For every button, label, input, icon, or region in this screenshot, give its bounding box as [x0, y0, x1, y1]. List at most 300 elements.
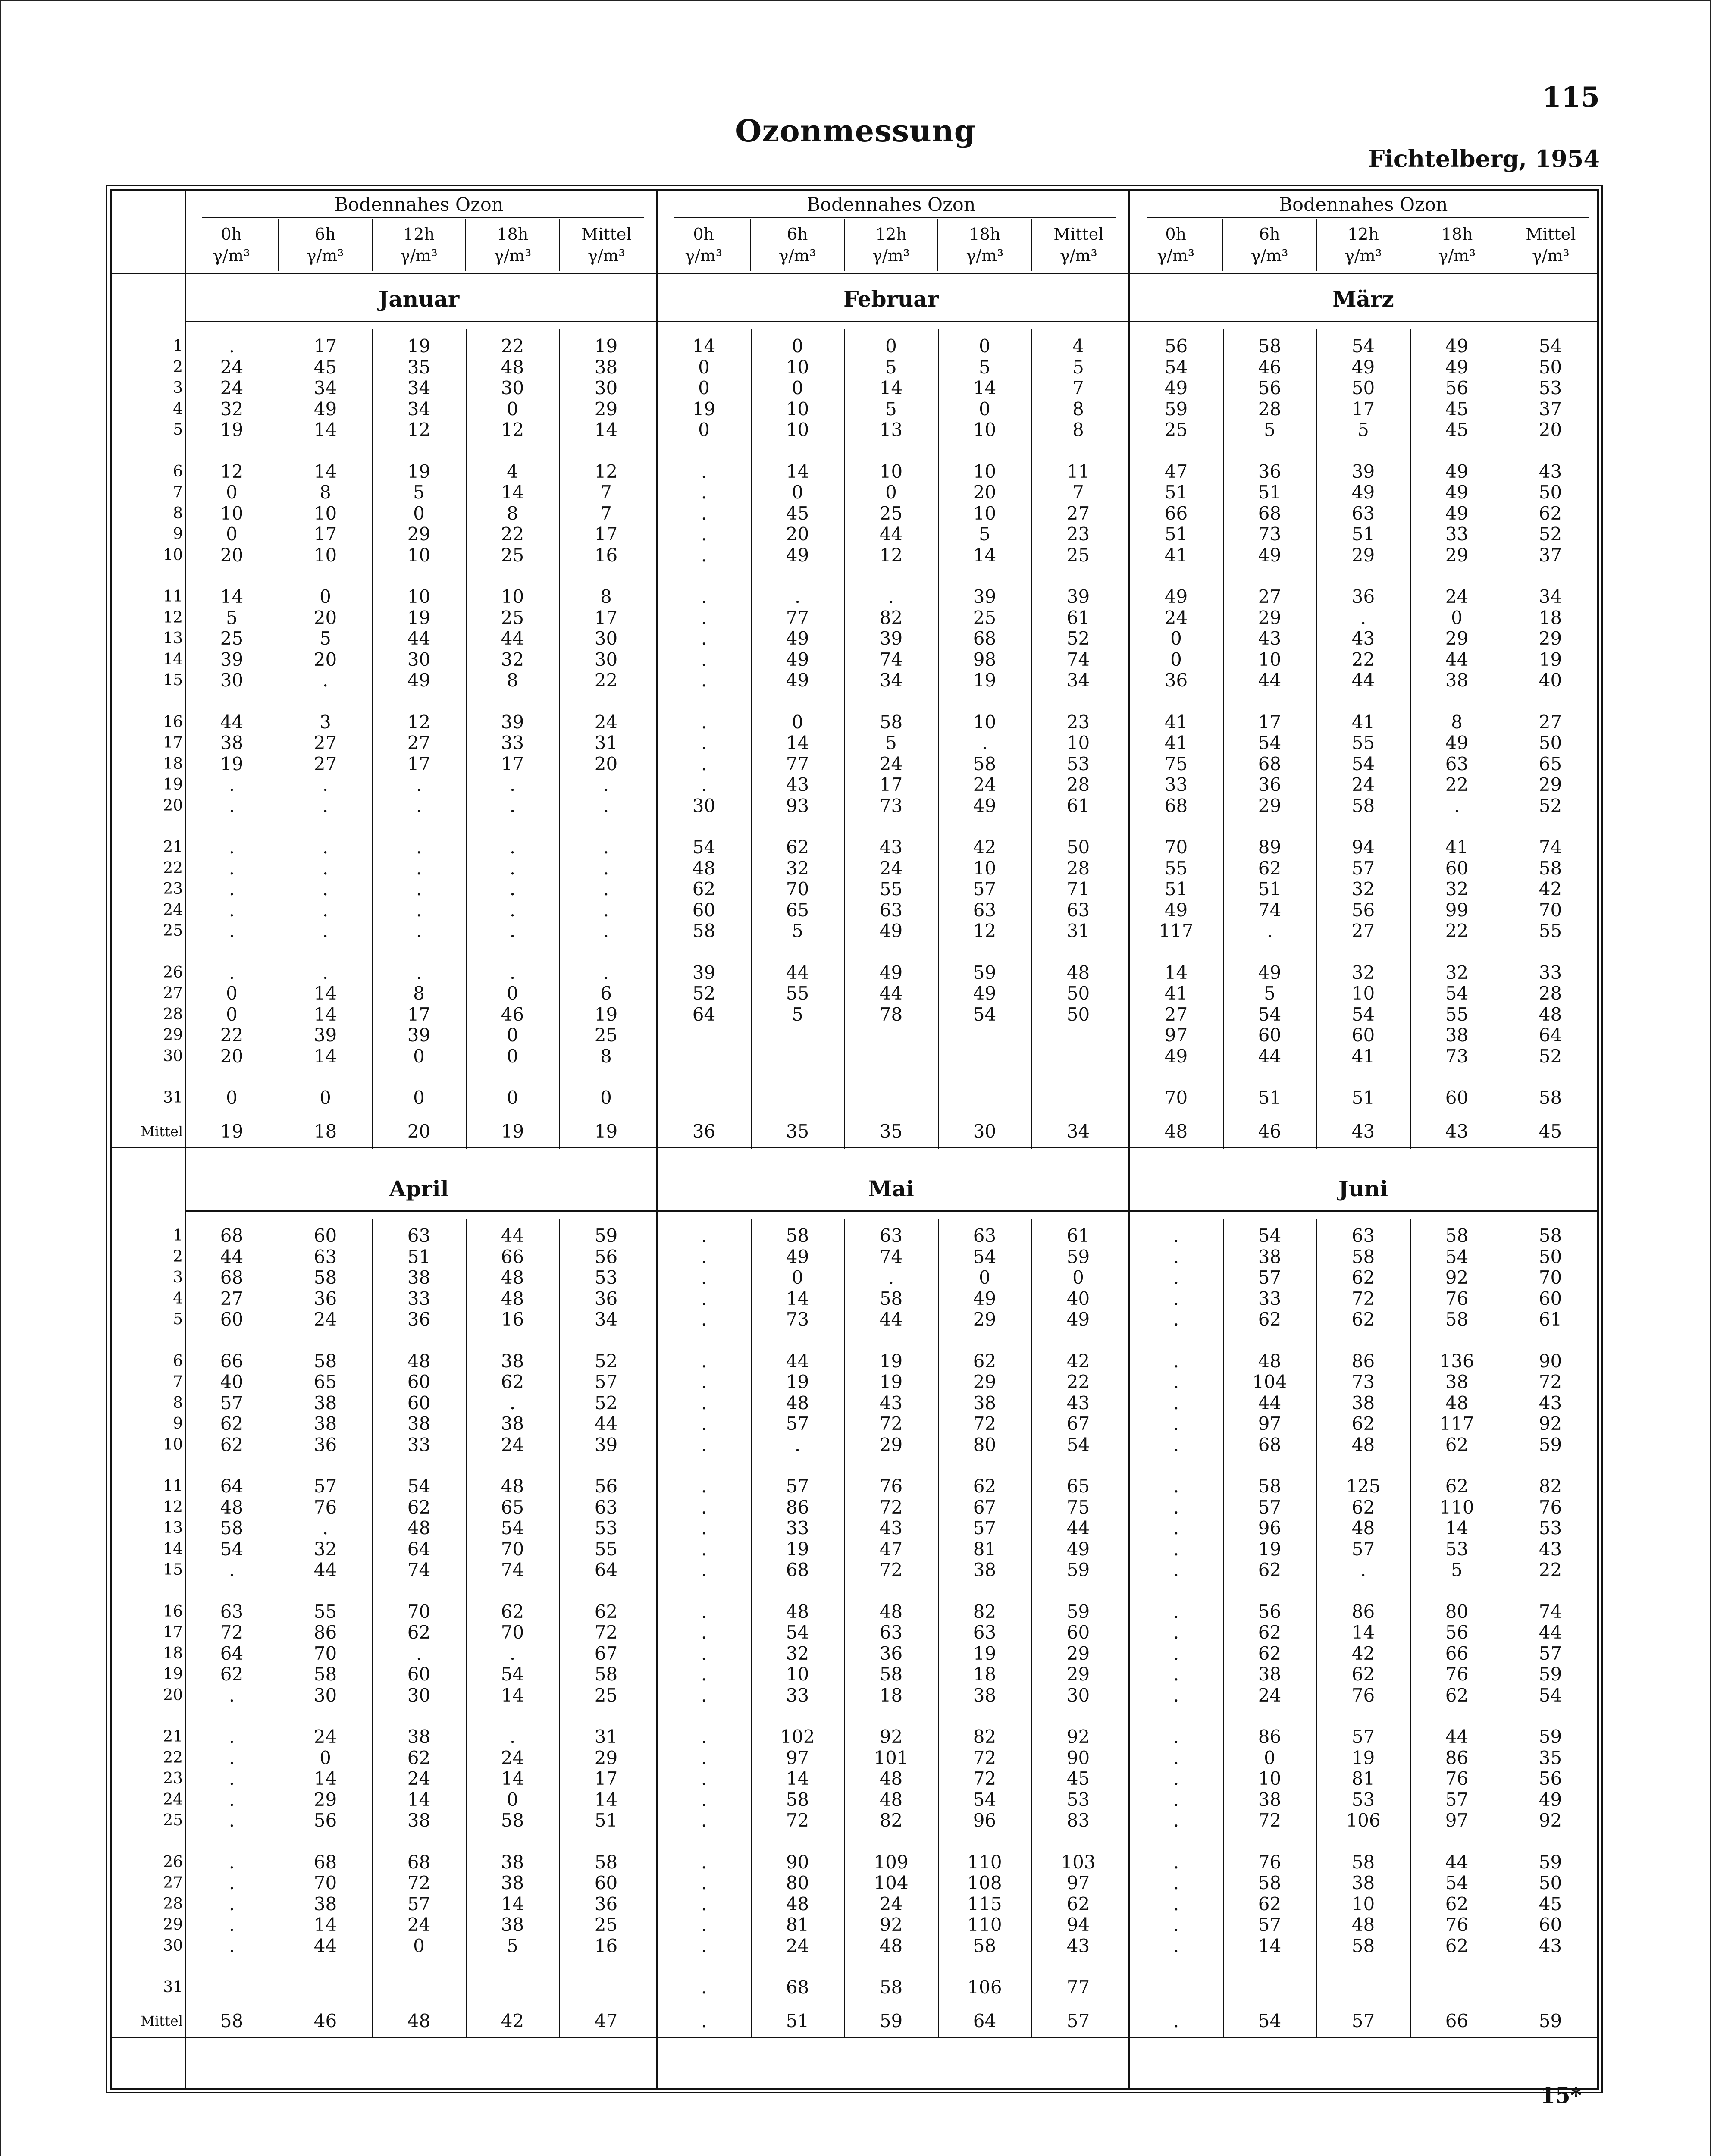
table-cell: 24 — [220, 377, 244, 398]
table-cell: 14 — [973, 544, 997, 566]
table-cell: 29 — [1539, 628, 1562, 649]
table-cell: 29 — [1066, 1642, 1090, 1664]
table-cell: 38 — [407, 1267, 431, 1288]
table-cell: 38 — [1445, 670, 1469, 691]
table-cell: 57 — [973, 1517, 997, 1539]
table-cell: 48 — [1351, 1914, 1375, 1935]
table-cell: 82 — [879, 607, 903, 628]
table-cell: 48 — [1066, 962, 1090, 983]
table-cell: 58 — [786, 1225, 809, 1246]
table-cell: . — [1173, 1246, 1179, 1267]
table-cell: 81 — [786, 1914, 809, 1935]
table-cell: 51 — [1258, 1087, 1282, 1108]
table-cell: 40 — [220, 1371, 244, 1392]
table-cell: 12 — [407, 419, 431, 440]
table-cell: 29 — [594, 1747, 618, 1768]
table-cell: 49 — [1164, 377, 1188, 398]
table-cell: 29 — [973, 1371, 997, 1392]
table-cell: 32 — [1351, 878, 1375, 899]
table-cell: 24 — [879, 1893, 903, 1915]
table-cell: 68 — [786, 1559, 809, 1580]
mean-cell: 58 — [220, 2010, 244, 2031]
table-cell: 0 — [1170, 649, 1182, 670]
table-cell: 57 — [1258, 1914, 1282, 1935]
table-cell: 62 — [1351, 1309, 1375, 1330]
table-cell: . — [701, 1642, 707, 1664]
table-cell: 52 — [1539, 1045, 1562, 1067]
table-cell: 14 — [692, 335, 716, 357]
table-cell: . — [701, 1559, 707, 1580]
table-cell: 8 — [1072, 398, 1084, 420]
column-header — [657, 219, 750, 271]
table-cell: 4 — [1072, 335, 1084, 357]
table-cell: 58 — [313, 1664, 337, 1685]
table-cell: 62 — [973, 1350, 997, 1372]
rule — [112, 2037, 1597, 2038]
table-cell: 38 — [1351, 1872, 1375, 1893]
table-cell: 35 — [1539, 1747, 1562, 1768]
table-cell: 57 — [1351, 1538, 1375, 1560]
table-cell: 0 — [320, 1087, 331, 1108]
table-cell: 62 — [1445, 1684, 1469, 1706]
table-cell: 66 — [1445, 1642, 1469, 1664]
mean-cell: 30 — [973, 1121, 997, 1142]
mean-cell: . — [701, 2010, 707, 2031]
table-cell: . — [701, 1267, 707, 1288]
table-cell: 44 — [879, 1309, 903, 1330]
table-cell: 102 — [780, 1726, 815, 1747]
table-cell: 44 — [1066, 1517, 1090, 1539]
column-time: 6h — [1259, 225, 1280, 244]
table-cell: 51 — [594, 1810, 618, 1831]
mean-cell: 19 — [594, 1121, 618, 1142]
table-cell: 49 — [1066, 1309, 1090, 1330]
table-cell: 72 — [973, 1413, 997, 1434]
column-unit: γ/m³ — [1532, 246, 1570, 265]
table-cell: 70 — [501, 1622, 524, 1643]
table-cell: 19 — [1258, 1538, 1282, 1560]
table-cell: 43 — [879, 837, 903, 858]
table-cell: . — [1173, 1747, 1179, 1768]
table-cell: . — [701, 670, 707, 691]
table-cell: 42 — [1066, 1350, 1090, 1372]
column-unit: γ/m³ — [400, 246, 438, 265]
table-cell: 14 — [313, 419, 337, 440]
table-cell: . — [229, 1914, 235, 1935]
table-cell: 58 — [1445, 1309, 1469, 1330]
table-cell: . — [322, 920, 329, 941]
table-cell: 70 — [1539, 899, 1562, 921]
column-unit: γ/m³ — [685, 246, 723, 265]
table-cell: 43 — [1539, 461, 1562, 482]
table-cell: 60 — [1539, 1914, 1562, 1935]
table-cell: 60 — [1351, 1025, 1375, 1046]
table-cell: 29 — [1066, 1664, 1090, 1685]
table-cell: 42 — [1351, 1642, 1375, 1664]
table-cell: 34 — [1066, 670, 1090, 691]
table-cell: 115 — [967, 1893, 1002, 1915]
table-cell: 45 — [1445, 419, 1469, 440]
table-cell: 20 — [313, 607, 337, 628]
table-cell: 49 — [1539, 1789, 1562, 1810]
table-cell: 8 — [320, 482, 331, 503]
mean-cell: 45 — [1539, 1121, 1562, 1142]
table-cell: 41 — [1351, 1045, 1375, 1067]
table-cell: 63 — [407, 1225, 431, 1246]
table-cell: 86 — [313, 1622, 337, 1643]
table-cell: 58 — [973, 753, 997, 774]
table-cell: 57 — [973, 878, 997, 899]
table-cell: . — [416, 774, 422, 795]
table-cell: 62 — [1445, 1476, 1469, 1497]
table-cell: 73 — [1258, 523, 1282, 545]
table-cell: . — [981, 732, 988, 753]
day-label: 7 — [173, 483, 183, 501]
table-cell: 32 — [1445, 962, 1469, 983]
table-cell: 39 — [1066, 586, 1090, 607]
table-cell: 0 — [792, 377, 803, 398]
day-label: 8 — [173, 504, 183, 522]
table-cell: 19 — [973, 670, 997, 691]
table-cell: 38 — [313, 1392, 337, 1413]
table-cell: 25 — [973, 607, 997, 628]
table-cell: 58 — [1351, 795, 1375, 816]
table-cell: 49 — [1066, 1538, 1090, 1560]
table-cell: 58 — [692, 920, 716, 941]
table-cell: . — [322, 899, 329, 921]
day-label: 21 — [163, 838, 183, 856]
day-label: 29 — [163, 1916, 183, 1934]
table-cell: 59 — [1539, 1726, 1562, 1747]
table-cell: 62 — [220, 1434, 244, 1455]
table-cell: 55 — [594, 1538, 618, 1560]
table-cell: 61 — [1066, 795, 1090, 816]
table-cell: . — [509, 795, 516, 816]
table-cell: 30 — [313, 1684, 337, 1706]
table-cell: 44 — [1258, 1392, 1282, 1413]
table-cell: 68 — [220, 1267, 244, 1288]
table-cell: . — [229, 1872, 235, 1893]
table-cell: 0 — [1451, 607, 1463, 628]
table-cell: 72 — [220, 1622, 244, 1643]
table-cell: 14 — [786, 732, 809, 753]
table-cell: 14 — [786, 461, 809, 482]
table-cell: 38 — [313, 1893, 337, 1915]
table-cell: 67 — [973, 1496, 997, 1518]
table-cell: . — [701, 1413, 707, 1434]
table-cell: 48 — [786, 1392, 809, 1413]
mean-cell: 47 — [594, 2010, 618, 2031]
table-cell: 56 — [1351, 899, 1375, 921]
table-cell: 62 — [220, 1664, 244, 1685]
table-cell: 57 — [1258, 1267, 1282, 1288]
day-label: 22 — [163, 859, 183, 877]
table-cell: 63 — [879, 1622, 903, 1643]
table-cell: 117 — [1439, 1413, 1474, 1434]
table-cell: 49 — [1445, 482, 1469, 503]
table-cell: 5 — [1264, 983, 1275, 1004]
station-label: Fichtelberg, 1954 — [1368, 145, 1600, 172]
mean-cell: 66 — [1445, 2010, 1469, 2031]
day-label: 25 — [163, 1811, 183, 1829]
day-label: 24 — [163, 901, 183, 919]
table-cell: 63 — [879, 1225, 903, 1246]
table-cell: . — [1173, 1810, 1179, 1831]
table-cell: 30 — [501, 377, 524, 398]
table-cell: 8 — [600, 1045, 612, 1067]
table-cell: . — [701, 1914, 707, 1935]
table-cell: 86 — [1351, 1350, 1375, 1372]
table-cell: 24 — [973, 774, 997, 795]
table-cell: 51 — [1351, 523, 1375, 545]
table-cell: 65 — [1539, 753, 1562, 774]
table-cell: . — [701, 523, 707, 545]
table-cell: 59 — [594, 1225, 618, 1246]
table-cell: 54 — [1445, 983, 1469, 1004]
table-cell: 72 — [1351, 1288, 1375, 1309]
table-cell: 49 — [1445, 732, 1469, 753]
table-cell: . — [416, 899, 422, 921]
table-cell: 63 — [1351, 1225, 1375, 1246]
table-cell: 57 — [1351, 857, 1375, 879]
table-cell: . — [1173, 1726, 1179, 1747]
table-cell: 24 — [407, 1914, 431, 1935]
table-cell: 14 — [501, 1768, 524, 1789]
table-cell: 30 — [692, 795, 716, 816]
table-cell: . — [229, 1684, 235, 1706]
table-cell: 62 — [407, 1747, 431, 1768]
table-cell: 48 — [407, 1350, 431, 1372]
table-cell: 74 — [501, 1559, 524, 1580]
table-cell: 17 — [407, 1003, 431, 1025]
day-label: 9 — [173, 525, 183, 543]
table-cell: 44 — [501, 628, 524, 649]
table-cell: 50 — [1066, 837, 1090, 858]
table-cell: . — [322, 795, 329, 816]
table-cell: 14 — [313, 461, 337, 482]
table-cell: . — [794, 1434, 801, 1455]
table-cell: 28 — [1066, 774, 1090, 795]
table-cell: . — [701, 544, 707, 566]
table-cell: 5 — [320, 628, 331, 649]
table-cell: 97 — [786, 1747, 809, 1768]
table-cell: 36 — [1351, 586, 1375, 607]
table-cell: . — [701, 1476, 707, 1497]
table-cell: 44 — [1445, 649, 1469, 670]
mean-cell: . — [1173, 2010, 1179, 2031]
day-label: 20 — [163, 1686, 183, 1704]
table-cell: . — [509, 878, 516, 899]
table-cell: 51 — [1258, 878, 1282, 899]
table-cell: 39 — [220, 649, 244, 670]
mean-cell: 48 — [407, 2010, 431, 2031]
table-cell: 34 — [879, 670, 903, 691]
table-cell: 33 — [1164, 774, 1188, 795]
table-cell: . — [509, 1642, 516, 1664]
table-cell: 12 — [407, 711, 431, 733]
table-cell: . — [701, 607, 707, 628]
column-unit: γ/m³ — [213, 246, 251, 265]
table-cell: 20 — [220, 544, 244, 566]
table-cell: 38 — [407, 1810, 431, 1831]
table-cell: 32 — [1351, 962, 1375, 983]
table-cell: 72 — [973, 1768, 997, 1789]
table-cell: . — [1173, 1664, 1179, 1685]
column-header — [185, 219, 278, 271]
table-cell: 94 — [1066, 1914, 1090, 1935]
table-cell: 10 — [786, 356, 809, 378]
table-cell: . — [322, 837, 329, 858]
table-cell: 5 — [1357, 419, 1369, 440]
table-cell: . — [1173, 1392, 1179, 1413]
table-cell: 39 — [313, 1025, 337, 1046]
table-cell: . — [229, 878, 235, 899]
table-cell: . — [701, 586, 707, 607]
table-cell: 62 — [1258, 1642, 1282, 1664]
table-cell: . — [701, 1977, 707, 1998]
table-cell: . — [603, 920, 609, 941]
column-header — [844, 219, 937, 271]
table-cell: 54 — [1539, 1684, 1562, 1706]
table-cell: 68 — [973, 628, 997, 649]
table-cell: 48 — [1258, 1350, 1282, 1372]
table-cell: 58 — [220, 1517, 244, 1539]
table-cell: 39 — [501, 711, 524, 733]
table-cell: 63 — [973, 1622, 997, 1643]
table-cell: 99 — [1445, 899, 1469, 921]
day-label: 23 — [163, 1770, 183, 1787]
table-cell: . — [1173, 1622, 1179, 1643]
table-cell: 70 — [786, 878, 809, 899]
table-cell: 25 — [594, 1684, 618, 1706]
table-cell: 51 — [1258, 482, 1282, 503]
table-cell: . — [229, 1768, 235, 1789]
table-cell: 24 — [786, 1935, 809, 1956]
mean-cell: 57 — [1066, 2010, 1090, 2031]
table-cell: 30 — [407, 1684, 431, 1706]
column-header — [465, 219, 559, 271]
table-cell: . — [1173, 1559, 1179, 1580]
table-cell: 66 — [501, 1246, 524, 1267]
table-cell: . — [603, 837, 609, 858]
table-cell: 28 — [1066, 857, 1090, 879]
table-cell: . — [701, 1288, 707, 1309]
table-cell: 98 — [973, 649, 997, 670]
table-cell: 58 — [1539, 1225, 1562, 1246]
table-cell: 24 — [1258, 1684, 1282, 1706]
table-cell: . — [229, 920, 235, 941]
table-cell: 10 — [786, 1664, 809, 1685]
table-cell: 30 — [220, 670, 244, 691]
table-cell: . — [229, 795, 235, 816]
table-cell: 76 — [1445, 1288, 1469, 1309]
table-cell: . — [229, 1747, 235, 1768]
table-cell: 76 — [1539, 1496, 1562, 1518]
table-cell: . — [701, 649, 707, 670]
table-cell: 50 — [1539, 356, 1562, 378]
mean-cell: 51 — [786, 2010, 809, 2031]
table-cell: 14 — [786, 1768, 809, 1789]
table-cell: 34 — [594, 1309, 618, 1330]
column-unit: γ/m³ — [494, 246, 532, 265]
table-cell: 70 — [1164, 1087, 1188, 1108]
table-cell: 5 — [885, 398, 897, 420]
table-cell: . — [603, 962, 609, 983]
table-cell: 73 — [1351, 1371, 1375, 1392]
table-cell: 74 — [879, 1246, 903, 1267]
table-cell: 19 — [692, 398, 716, 420]
table-cell: 11 — [1066, 461, 1090, 482]
table-cell: 64 — [407, 1538, 431, 1560]
table-cell: 17 — [594, 607, 618, 628]
table-cell: 72 — [407, 1872, 431, 1893]
table-cell: 22 — [1445, 920, 1469, 941]
day-label: 26 — [163, 963, 183, 981]
table-cell: 58 — [313, 1267, 337, 1288]
table-cell: 43 — [1539, 1392, 1562, 1413]
column-time: 12h — [403, 225, 435, 244]
table-cell: 36 — [879, 1642, 903, 1664]
table-cell: 38 — [1258, 1789, 1282, 1810]
table-cell: 83 — [1066, 1810, 1090, 1831]
table-cell: 48 — [501, 356, 524, 378]
table-cell: 55 — [1351, 732, 1375, 753]
table-cell: 92 — [1539, 1413, 1562, 1434]
column-header — [1129, 219, 1222, 271]
table-cell: 73 — [1445, 1045, 1469, 1067]
table-cell: 62 — [407, 1622, 431, 1643]
table-cell: 70 — [1539, 1267, 1562, 1288]
table-cell: 0 — [413, 502, 425, 524]
table-cell: 20 — [220, 1045, 244, 1067]
table-cell: 14 — [313, 983, 337, 1004]
table-cell: 35 — [407, 356, 431, 378]
table-cell: 38 — [501, 1914, 524, 1935]
group-title: Bodennahes Ozon — [334, 194, 504, 216]
table-cell: 110 — [967, 1914, 1002, 1935]
table-cell: 72 — [1539, 1371, 1562, 1392]
column-time: 18h — [969, 225, 1001, 244]
table-cell: 51 — [1351, 1087, 1375, 1108]
table-cell: 32 — [313, 1538, 337, 1560]
table-cell: 76 — [879, 1476, 903, 1497]
table-cell: 10 — [1351, 1893, 1375, 1915]
table-cell: 52 — [594, 1350, 618, 1372]
table-cell: . — [416, 878, 422, 899]
table-cell: 22 — [1445, 774, 1469, 795]
table-cell: 68 — [1258, 502, 1282, 524]
table-cell: 49 — [973, 983, 997, 1004]
table-cell: 68 — [1258, 753, 1282, 774]
table-cell: 82 — [973, 1726, 997, 1747]
table-cell: 58 — [1351, 1851, 1375, 1873]
table-cell: 22 — [501, 523, 524, 545]
table-cell: 49 — [1351, 482, 1375, 503]
mean-cell: 19 — [220, 1121, 244, 1142]
table-cell: 18 — [1539, 607, 1562, 628]
table-cell: 76 — [1445, 1768, 1469, 1789]
table-cell: 80 — [973, 1434, 997, 1455]
table-cell: 10 — [1258, 1768, 1282, 1789]
day-label: 6 — [173, 462, 183, 480]
table-cell: 32 — [1445, 878, 1469, 899]
table-cell: 49 — [879, 920, 903, 941]
table-cell: 25 — [879, 502, 903, 524]
table-cell: 17 — [313, 523, 337, 545]
table-cell: 62 — [501, 1601, 524, 1622]
table-cell: . — [229, 1559, 235, 1580]
table-cell: 32 — [786, 857, 809, 879]
